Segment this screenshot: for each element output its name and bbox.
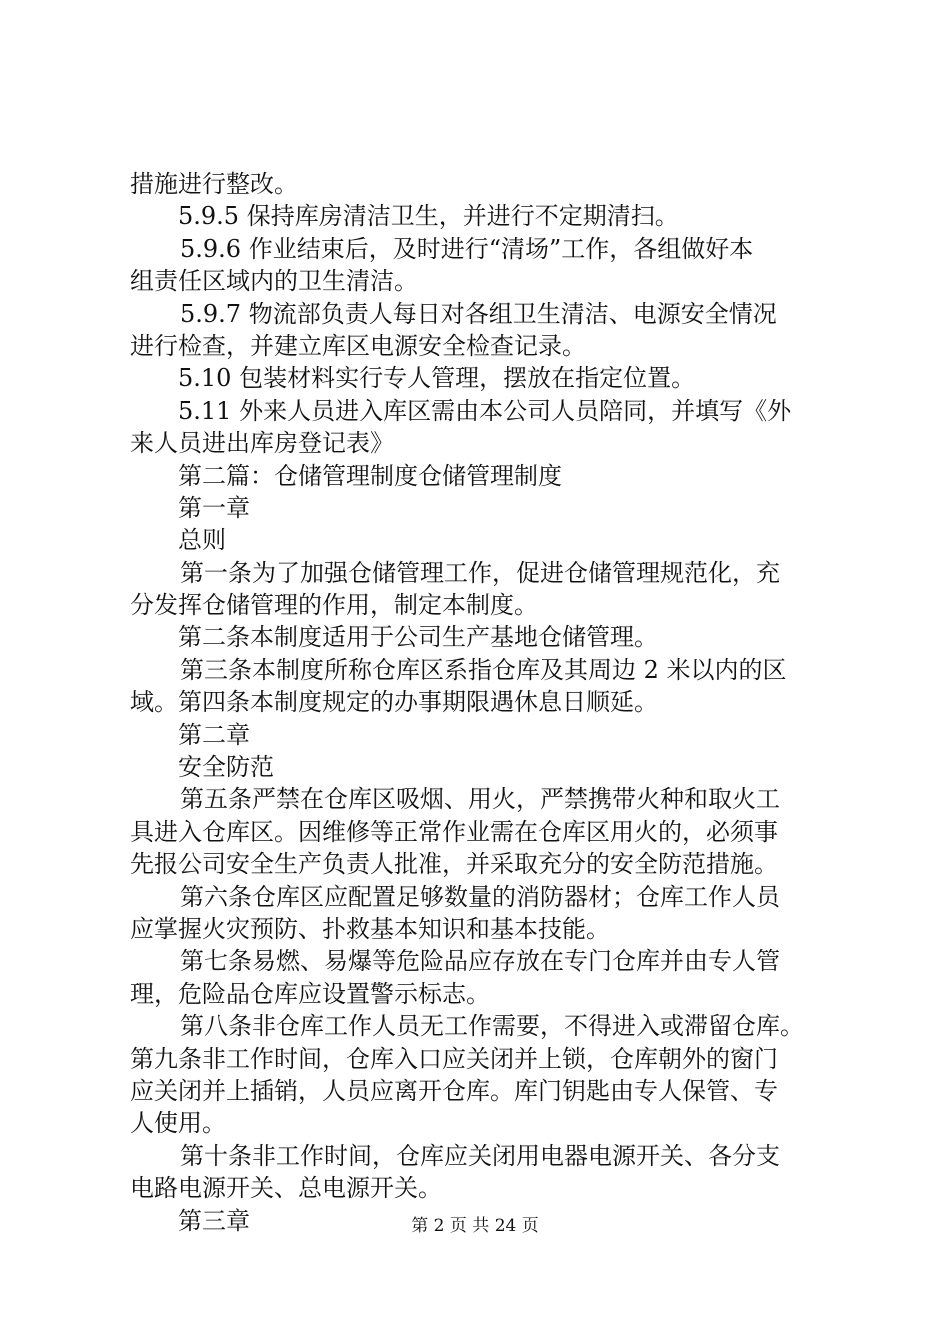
page-footer [0, 1216, 950, 1236]
text-line: 第一条为了加强仓储管理工作，促进仓储管理规范化，充 [180, 558, 780, 587]
text-line: 应关闭并上插销，人员应离开仓库。库门钥匙由专人保管、专 [130, 1076, 778, 1105]
text-line: 人使用。 [130, 1109, 226, 1138]
page-indicator: 第 2 页 共 24 页 [411, 1216, 539, 1236]
chapter-subheading: 总则 [178, 526, 226, 555]
text-line: 进行检查，并建立库区电源安全检查记录。 [130, 331, 586, 360]
text-line: 组责任区域内的卫生清洁。 [130, 267, 418, 296]
text-line: 5.9.6 作业结束后，及时进行“清场”工作，各组做好本 [180, 234, 754, 263]
text-line: 分发挥仓储管理的作用，制定本制度。 [130, 591, 538, 620]
text-line: 5.11 外来人员进入库区需由本公司人员陪同，并填写《外 [178, 396, 792, 425]
text-line: 第九条非工作时间，仓库入口应关闭并上锁，仓库朝外的窗门 [130, 1044, 778, 1073]
text-line: 第二条本制度适用于公司生产基地仓储管理。 [178, 623, 658, 652]
chapter-heading: 第二章 [178, 720, 250, 749]
text-line: 具进入仓库区。因维修等正常作业需在仓库区用火的，必须事 [130, 817, 778, 846]
text-line: 第八条非仓库工作人员无工作需要，不得进入或滞留仓库。 [180, 1012, 804, 1041]
text-line: 5.9.5 保持库房清洁卫生，并进行不定期清扫。 [178, 202, 679, 231]
chapter-heading: 第三章 [178, 1206, 250, 1235]
text-line: 第五条严禁在仓库区吸烟、用火，严禁携带火种和取火工 [180, 785, 780, 814]
text-line: 应掌握火灾预防、扑救基本知识和基本技能。 [130, 914, 610, 943]
text-line: 理，危险品仓库应设置警示标志。 [130, 979, 490, 1008]
text-line: 5.10 包装材料实行专人管理，摆放在指定位置。 [178, 364, 696, 393]
text-line: 第六条仓库区应配置足够数量的消防器材；仓库工作人员 [180, 882, 780, 911]
text-line: 电路电源开关、总电源开关。 [130, 1174, 442, 1203]
document-body [130, 168, 830, 1237]
text-line: 第七条易燃、易爆等危险品应存放在专门仓库并由专人管 [180, 947, 780, 976]
text-line: 先报公司安全生产负责人批准，并采取充分的安全防范措施。 [130, 850, 778, 879]
text-line: 第十条非工作时间，仓库应关闭用电器电源开关、各分支 [180, 1141, 780, 1170]
chapter-subheading: 安全防范 [178, 753, 274, 782]
text-line: 5.9.7 物流部负责人每日对各组卫生清洁、电源安全情况 [180, 299, 777, 328]
chapter-heading: 第一章 [178, 493, 250, 522]
text-line: 措施进行整改。 [130, 170, 298, 198]
text-line: 来人员进出库房登记表》 [130, 429, 394, 458]
text-line: 第三条本制度所称仓库区系指仓库及其周边 2 米以内的区 [180, 655, 787, 684]
text-line: 域。第四条本制度规定的办事期限遇休息日顺延。 [130, 688, 658, 717]
section-title: 第二篇：仓储管理制度仓储管理制度 [178, 461, 562, 490]
